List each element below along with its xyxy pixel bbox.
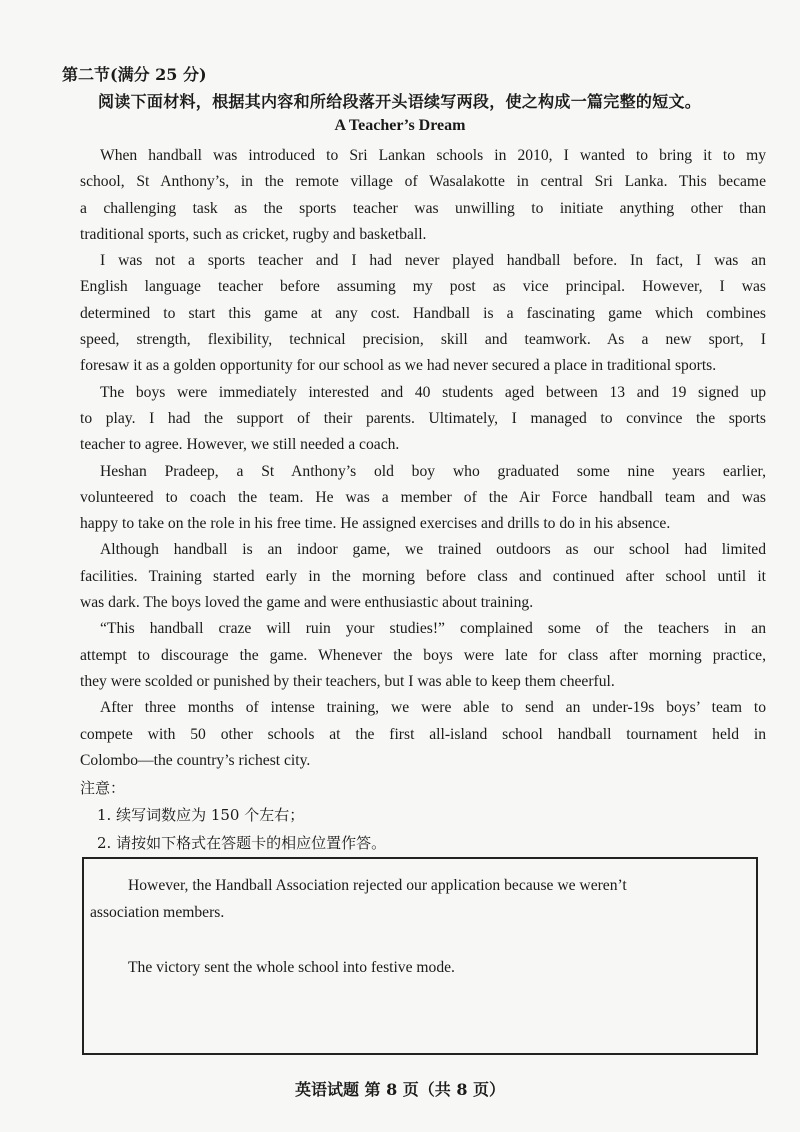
paragraph-line: traditional sports, such as cricket, rugby and basketball. bbox=[80, 225, 427, 243]
instruction: 阅读下面材料，根据其内容和所给段落开头语续写两段，使之构成一篇完整的短文。 bbox=[98, 92, 702, 111]
paragraph-line: English language teacher before assuming my post as vice principal. However, I was bbox=[80, 278, 766, 296]
paragraph-line: Heshan Pradeep, a St Anthony’s old boy who graduated some nine years earlier, bbox=[100, 462, 766, 480]
paragraph-line: happy to take on the role in his free time. He assigned exercises and drills to do in his absence. bbox=[80, 515, 671, 533]
page-footer: 英语试题 第 8 页（共 8 页） bbox=[294, 1080, 506, 1099]
paragraph-line: The boys were immediately interested and 40 students aged between 13 and 19 signed up bbox=[100, 383, 766, 401]
paragraph-line: a challenging task as the sports teacher was unwilling to initiate anything other than bbox=[80, 199, 766, 217]
paragraph bbox=[80, 616, 766, 695]
paragraph bbox=[80, 459, 766, 538]
answer-para2: The victory sent the whole school into festive mode. bbox=[128, 959, 455, 976]
answer-para1-line2: association members. bbox=[90, 904, 225, 921]
paragraph bbox=[80, 380, 766, 459]
answer-para1-line1: However, the Handball Association rejected our application because we weren’t bbox=[128, 877, 627, 894]
paragraph-line: teacher to agree. However, we still needed a coach. bbox=[80, 436, 400, 454]
paragraph-line: After three months of intense training, we were able to send an under-19s boys’ team to bbox=[100, 699, 766, 717]
paragraph-line: compete with 50 other schools at the first all-island school handball tournament held in bbox=[80, 725, 766, 743]
paragraph-line: volunteered to coach the team. He was a member of the Air Force handball team and was bbox=[80, 488, 766, 506]
paragraph bbox=[80, 695, 766, 774]
paragraph-line: determined to start this game at any cost. Handball is a fascinating game which combines bbox=[80, 304, 766, 322]
paragraph-line: When handball was introduced to Sri Lankan schools in 2010, I wanted to bring it to my bbox=[100, 147, 766, 164]
paragraph-line: facilities. Training started early in the morning before class and continued after school until it bbox=[80, 567, 766, 585]
paragraph-line: Although handball is an indoor game, we trained outdoors as our school had limited bbox=[100, 541, 766, 559]
paragraph bbox=[80, 537, 766, 616]
paragraph bbox=[80, 248, 766, 379]
paragraph-line: attempt to discourage the game. Whenever the boys were late for class after morning practice, bbox=[80, 646, 766, 664]
passage-body bbox=[80, 143, 766, 774]
note-label: 注意： bbox=[80, 779, 126, 797]
section-heading: 第二节(满分 25 分) bbox=[62, 65, 207, 84]
note-item: 2. 请按如下格式在答题卡的相应位置作答。 bbox=[97, 834, 387, 852]
paragraph-line: foresaw it as a golden opportunity for our school as we had never secured a place in traditional sports. bbox=[80, 357, 717, 375]
paragraph-line: school, St Anthony’s, in the remote village of Wasalakotte in central Sri Lanka. This became bbox=[80, 173, 766, 191]
paragraph-line: “This handball craze will ruin your studies!” complained some of the teachers in an bbox=[100, 620, 766, 638]
paragraph-line: I was not a sports teacher and I had never played handball before. In fact, I was an bbox=[100, 252, 766, 270]
answer-box bbox=[82, 857, 758, 1055]
paragraph-line: speed, strength, flexibility, technical precision, skill and teamwork. As a new sport, I bbox=[80, 331, 766, 349]
paragraph-line: to play. I had the support of their parents. Ultimately, I managed to convince the sports bbox=[80, 409, 766, 427]
paragraph-line: Colombo—the country’s richest city. bbox=[80, 751, 311, 769]
passage-title: A Teacher’s Dream bbox=[334, 117, 466, 134]
paragraph-line: was dark. The boys loved the game and were enthusiastic about training. bbox=[80, 594, 534, 612]
paragraph bbox=[80, 143, 766, 248]
note-item: 1. 续写词数应为 150 个左右； bbox=[97, 806, 305, 824]
paragraph-line: they were scolded or punished by their teachers, but I was able to keep them cheerful. bbox=[80, 672, 615, 690]
